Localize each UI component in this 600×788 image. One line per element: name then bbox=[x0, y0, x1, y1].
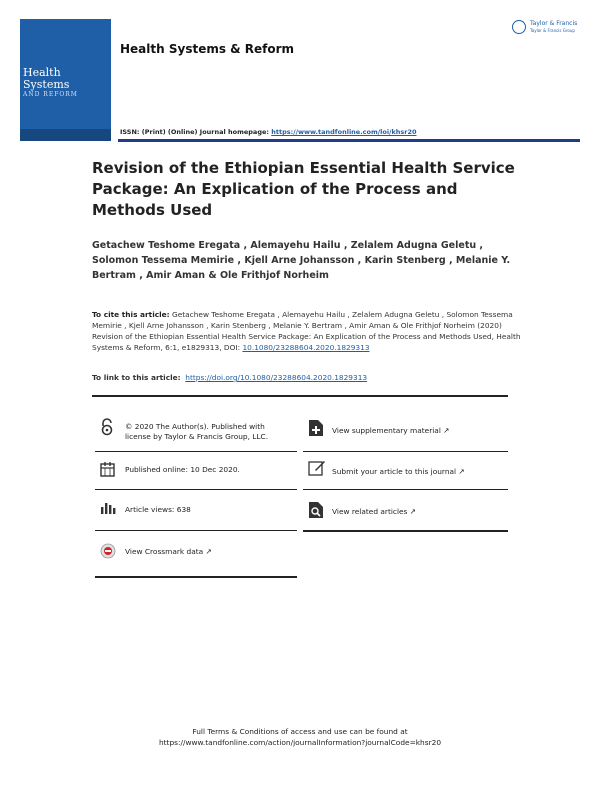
link-label: To link to this article: bbox=[92, 373, 181, 382]
related-articles-label[interactable]: View related articles bbox=[332, 507, 408, 516]
row-divider bbox=[95, 576, 297, 578]
published-date: Published online: 10 Dec 2020. bbox=[125, 465, 240, 474]
publisher-name: Taylor & Francis bbox=[530, 20, 578, 27]
footer bbox=[0, 726, 600, 748]
journal-name: Health Systems & Reform bbox=[120, 42, 295, 56]
cover-title: Health Systems bbox=[23, 66, 70, 91]
footer-terms-link[interactable]: https://www.tandfonline.com/action/journalInformation?journalCode=khsr20 bbox=[158, 738, 442, 747]
article-views: Article views: 638 bbox=[125, 505, 191, 514]
footer-terms-text: Full Terms & Conditions of access and use can be found at bbox=[192, 727, 408, 736]
row-divider bbox=[303, 451, 508, 452]
publisher-logo-icon bbox=[512, 20, 526, 34]
row-divider bbox=[95, 489, 297, 490]
row-divider bbox=[95, 451, 297, 452]
cover-footer-band bbox=[20, 129, 111, 141]
citation-label: To cite this article: bbox=[92, 310, 170, 319]
journal-homepage-link[interactable]: https://www.tandfonline.com/loi/khsr20 bbox=[271, 128, 417, 136]
supplementary-link[interactable] bbox=[332, 426, 449, 436]
external-link-icon: ↗ bbox=[458, 467, 465, 476]
row-divider bbox=[303, 489, 508, 490]
citation-doi-link[interactable]: 10.1080/23288604.2020.1829313 bbox=[242, 343, 370, 352]
journal-cover-image bbox=[20, 19, 111, 141]
license-text: © 2020 The Author(s). Published with license by Taylor & Francis Group, LLC. bbox=[125, 422, 269, 441]
related-articles-link[interactable] bbox=[332, 507, 416, 517]
calendar-icon bbox=[100, 461, 115, 477]
article-doi-link[interactable]: https://doi.org/10.1080/23288604.2020.1829313 bbox=[185, 373, 368, 382]
open-access-icon bbox=[100, 418, 114, 436]
supplementary-label[interactable]: View supplementary material bbox=[332, 426, 441, 435]
submit-article-link[interactable] bbox=[332, 467, 465, 477]
submit-article-label[interactable]: Submit your article to this journal bbox=[332, 467, 457, 476]
crossmark-link[interactable] bbox=[125, 547, 212, 557]
external-link-icon: ↗ bbox=[205, 547, 212, 556]
supplementary-file-icon bbox=[308, 419, 324, 437]
article-link-line bbox=[92, 373, 522, 382]
external-link-icon: ↗ bbox=[443, 426, 450, 435]
submit-edit-icon bbox=[308, 460, 326, 476]
article-authors: Getachew Teshome Eregata , Alemayehu Hailu , Zelalem Adugna Geletu , Solomon Tessema Memirie , Kjell Arne Johansson , Karin Stenberg , Melanie Y. Bertram , Amir Aman & Ole Frithjof Norheim bbox=[92, 240, 511, 281]
crossmark-icon bbox=[100, 543, 116, 561]
citation-text: Getachew Teshome Eregata , Alemayehu Hailu , Zelalem Adugna Geletu , Solomon Tessema Memirie , Kjell Arne Johansson , Karin Stenberg , Melanie Y. Bertram , Amir Aman & Ole Frithjof Norheim (2020) Revision of the Ethiopian Essential Health Service Package: An Explication of the Process and Methods Used, Health Systems & Reform, 6:1, e1829313, DOI: bbox=[92, 310, 521, 352]
external-link-icon: ↗ bbox=[409, 507, 416, 516]
section-divider bbox=[92, 395, 508, 397]
crossmark-label[interactable]: View Crossmark data bbox=[125, 547, 204, 556]
row-divider bbox=[303, 530, 508, 532]
header-rule bbox=[118, 139, 580, 142]
issn-label: ISSN: (Print) (Online) Journal homepage: bbox=[120, 128, 269, 136]
related-articles-icon bbox=[308, 501, 324, 519]
publisher-subname: Taylor & Francis Group bbox=[530, 28, 575, 33]
publisher-logo bbox=[512, 18, 584, 38]
citation-block bbox=[92, 309, 522, 353]
issn-line bbox=[120, 128, 417, 136]
bar-chart-icon bbox=[100, 501, 116, 515]
cover-subtitle: AND REFORM bbox=[23, 91, 78, 98]
article-title: Revision of the Ethiopian Essential Health Service Package: An Explication of the Process and Methods Used bbox=[92, 159, 515, 219]
row-divider bbox=[95, 530, 297, 531]
